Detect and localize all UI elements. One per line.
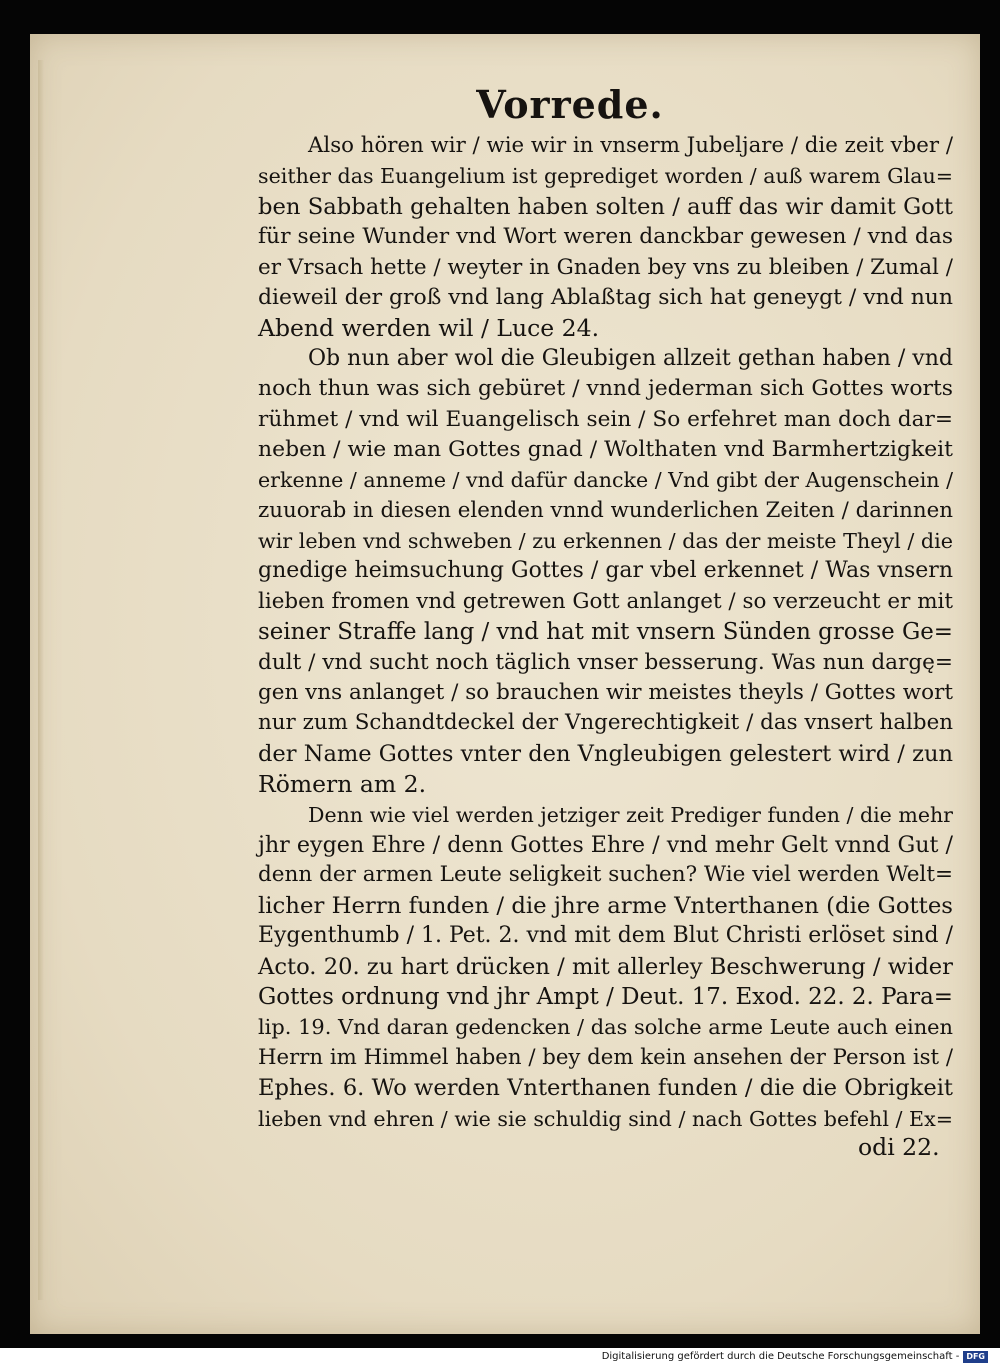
text-line: der Name Gottes vnter den Vngleubigen gelestert wird / zun [258,740,953,767]
text-line: rühmet / vnd wil Euangelisch sein / So erfehret man doch dar= [258,406,953,432]
text-line: lip. 19. Vnd daran gedencken / das solche arme Leute auch einen [258,1015,953,1040]
text-line: Gottes ordnung vnd jhr Ampt / Deut. 17. Exod. 22. 2. Para= [258,983,953,1010]
text-line: zuuorab in diesen elenden vnnd wunderlichen Zeiten / darinnen [258,497,953,523]
text-line: erkenne / anneme / vnd dafür dancke / Vnd gibt der Augenschein / [258,468,954,493]
text-line: noch thun was sich gebüret / vnnd jederman sich Gottes worts [258,376,953,402]
text-line: Herrn im Himmel haben / bey dem kein ansehen der Person ist / [258,1044,953,1070]
text-line: dieweil der groß vnd lang Ablaßtag sich hat geneygt / vnd nun [258,284,953,310]
dfg-logo: DFG [963,1351,988,1363]
text-line: jhr eygen Ehre / denn Gottes Ehre / vnd mehr Gelt vnnd Gut / [258,831,953,858]
text-line: nur zum Schandtdeckel der Vngerechtigkeit / das vnsert halben [258,710,953,736]
text-line: Acto. 20. zu hart drücken / mit allerley Beschwerung / wider [258,953,953,980]
text-line: für seine Wunder vnd Wort weren danckbar gewesen / vnd das [258,224,953,250]
text-line: gen vns anlanget / so brauchen wir meistes theyls / Gottes wort [258,680,953,706]
text-line: gnedige heimsuchung Gottes / gar vbel erkennet / Was vnsern [258,558,953,584]
text-line: licher Herrn funden / die jhre arme Vnterthanen (die Gottes [258,892,953,919]
text-line: dult / vnd sucht noch täglich vnser besserung. Was nun dargę= [258,649,953,675]
text-line: neben / wie man Gottes gnad / Wolthaten vnd Barmhertzigkeit [258,436,953,462]
text-line: lieben fromen vnd getrewen Gott anlanget / so verzeucht er mit [258,588,953,614]
text-line: Eygenthumb / 1. Pet. 2. vnd mit dem Blut Christi erlöset sind / [258,923,953,949]
text-line: Ob nun aber wol die Gleubigen allzeit gethan haben / vnd [308,345,953,371]
page-heading: Vorrede. [476,82,664,127]
text-line: Römern am 2. [258,770,427,799]
text-line: wir leben vnd schweben / zu erkennen / das der meiste Theyl / die [258,529,953,554]
text-line: er Vrsach hette / weyter in Gnaden bey vns zu bleiben / Zumal / [258,254,953,280]
text-line: Denn wie viel werden jetziger zeit Prediger funden / die mehr [308,802,953,827]
text-line: seither das Euangelium ist geprediget worden / auß warem Glau= [258,164,954,189]
text-line: Ephes. 6. Wo werden Vnterthanen funden / die die Obrigkeit [258,1075,953,1102]
page-gutter-shadow [38,60,44,1300]
text-line: seiner Straffe lang / vnd hat mit vnsern Sünden grosse Ge= [258,619,953,646]
text-line: denn der armen Leute seligkeit suchen? Wie viel werden Welt= [258,862,953,888]
footer-credit-text: Digitalisierung gefördert durch die Deutsche Forschungsgemeinschaft - [601,1351,960,1362]
digitization-footer [602,1348,988,1365]
text-line: Abend werden wil / Luce 24. [258,314,600,343]
text-line: Also hören wir / wie wir in vnserm Jubeljare / die zeit vber / [308,133,953,158]
text-line: ben Sabbath gehalten haben solten / auff das wir damit Gott [258,193,953,220]
body-text [258,131,953,1134]
catchword: odi 22. [858,1133,940,1161]
text-line: lieben vnd ehren / wie sie schuldig sind / nach Gottes befehl / Ex= [258,1106,953,1131]
